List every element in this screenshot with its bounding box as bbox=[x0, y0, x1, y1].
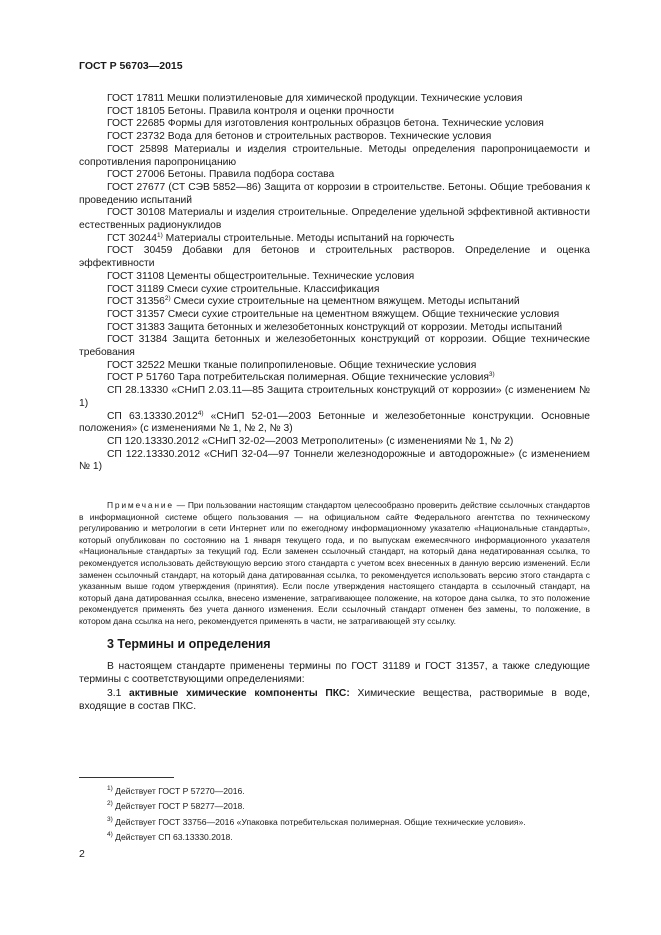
footnote-ref: 2) bbox=[164, 295, 171, 303]
reference-item: ГОСТ 31384 Защита бетонных и железобетонных конструкций от коррозии. Общие технические требования bbox=[79, 334, 590, 359]
footnote-mark: 3) bbox=[107, 815, 113, 823]
footnote-text: Действует ГОСТ Р 57270—2016. bbox=[112, 786, 245, 796]
reference-title: Материалы строительные. Методы испытаний на горючесть bbox=[162, 232, 455, 244]
section-title: 3 Термины и определения bbox=[107, 637, 271, 651]
footnote-mark: 2) bbox=[107, 800, 113, 808]
term-definition bbox=[79, 687, 590, 714]
footnote bbox=[107, 815, 597, 830]
reference-title: «СНиП 52-01—2003 Бетонные и железобетонные конструкции. Основные положения» (с изменениями № 1, № 2, № 3) bbox=[79, 410, 590, 435]
footnote-ref: 1) bbox=[157, 231, 163, 239]
footnote bbox=[107, 830, 597, 845]
footnotes bbox=[107, 784, 597, 846]
normative-references-list bbox=[79, 93, 590, 474]
reference-code: ГОСТ Р 51760 Тара потребительская полимерная. Общие технические условия bbox=[107, 372, 489, 384]
footnote-text: Действует ГОСТ Р 58277—2018. bbox=[112, 801, 245, 812]
reference-item: ГОСТ 23732 Вода для бетонов и строительных растворов. Технические условия bbox=[107, 131, 492, 143]
reference-item bbox=[79, 296, 590, 309]
reference-code: ГОСТ 31356 bbox=[107, 296, 165, 308]
document-header: ГОСТ Р 56703—2015 bbox=[79, 60, 183, 72]
note-lead: Примечание bbox=[107, 500, 174, 510]
reference-item bbox=[79, 411, 590, 436]
reference-item bbox=[79, 372, 590, 385]
reference-item: ГОСТ 27006 Бетоны. Правила подбора состава bbox=[107, 169, 335, 181]
reference-item: СП 28.13330 «СНиП 2.03.11—85 Защита строительных конструкций от коррозии» (с изменением № 1) bbox=[79, 385, 590, 409]
footnote-ref: 3) bbox=[488, 371, 495, 379]
footnote bbox=[107, 799, 597, 814]
note-block bbox=[79, 500, 590, 628]
reference-item: ГОСТ 31108 Цементы общестроительные. Технические условия bbox=[107, 270, 415, 282]
reference-item: ГОСТ 30108 Материалы и изделия строительные. Определение удельной эффективной активности естественных радионуклидов bbox=[79, 207, 590, 232]
reference-item: ГОСТ 32522 Мешки тканые полипропиленовые. Общие технические условия bbox=[107, 359, 477, 371]
section-intro: В настоящем стандарте применены термины по ГОСТ 31189 и ГОСТ 31357, а также следующие термины с соответствующими определениями: bbox=[79, 661, 590, 686]
term-name: активные химические компоненты ПКС: bbox=[129, 687, 350, 699]
reference-item: ГОСТ 25898 Материалы и изделия строительные. Методы определения паропроницаемости и сопротивления паропроницанию bbox=[79, 143, 590, 168]
note-text: — При пользовании настоящим стандартом целесообразно проверить действие ссылочных стандартов в информационной системе общего пользования — на официальном сайте Федерального агентства по техническому регулированию и метрологии в сети Интернет или по ежегодному информационному указателю «Национальные стандарты», который опубликован по состоянию на 1 января текущего года, и по выпускам ежемесячного информационного указателя «Национальные стандарты» за текущий год. Если заменен ссылочный стандарт, на который дана недатированная ссылка, то рекомендуется использовать действующую версию этого стандарта с учетом всех внесенных в данную версию изменений. Если заменен ссылочный стандарт, на который дана датированная ссылка, то рекомендуется использовать версию этого стандарта с указанным выше годом утверждения (принятия). Если после утверждения настоящего стандарта в ссылочный стандарт, на который дана датированная ссылка, внесено изменение, затрагивающее положение, на которое дана сылка, то это положение рекомендуется применять без учета данного изменения. Если ссылочный стандарт отменен без замены, то положение, в котором дана ссылка на него, рекомендуется применять в части, не затрагивающей эту ссылку. bbox=[79, 500, 590, 626]
reference-item: ГОСТ 17811 Мешки полиэтиленовые для химической продукции. Технические условия bbox=[107, 93, 523, 104]
reference-item: ГОСТ 18105 Бетоны. Правила контроля и оценки прочности bbox=[107, 105, 394, 117]
reference-item: СП 120.13330.2012 «СНиП 32-02—2003 Метрополитены» (с изменениями № 1, № 2) bbox=[107, 435, 514, 447]
footnote-mark: 1) bbox=[107, 785, 113, 792]
reference-item: ГОСТ 31189 Смеси сухие строительные. Классификация bbox=[107, 283, 380, 295]
footnote-divider bbox=[79, 777, 174, 778]
note-paragraph bbox=[79, 500, 590, 628]
term-text: Химические вещества, растворимые в воде, входящие в состав ПКС. bbox=[79, 687, 590, 713]
reference-item: СП 122.13330.2012 «СНиП 32-04—97 Тоннели железнодорожные и автодорожные» (с изменением № 1) bbox=[79, 448, 590, 473]
reference-item: ГОСТ 27677 (СТ СЭВ 5852—86) Защита от коррозии в строительстве. Бетоны. Общие требования к проведению испытаний bbox=[79, 181, 590, 206]
reference-code: СП 63.13330.2012 bbox=[107, 410, 198, 422]
reference-title: Смеси сухие строительные на цементном вяжущем. Методы испытаний bbox=[170, 296, 520, 308]
reference-item: ГОСТ 30459 Добавки для бетонов и строительных растворов. Определение и оценка эффективности bbox=[79, 245, 590, 270]
footnote-text: Действует СП 63.13330.2018. bbox=[112, 832, 233, 843]
reference-code: ГСТ 30244 bbox=[107, 232, 157, 244]
reference-item: ГОСТ 31357 Смеси сухие строительные на цементном вяжущем. Общие технические условия bbox=[107, 308, 560, 320]
section-body bbox=[79, 660, 590, 714]
footnote-text: Действует ГОСТ 33756—2016 «Упаковка потребительская полимерная. Общие технические условия». bbox=[112, 816, 526, 827]
footnote bbox=[107, 784, 597, 799]
reference-item: ГОСТ 31383 Защита бетонных и железобетонных конструкций от коррозии. Методы испытаний bbox=[107, 321, 563, 333]
page-number: 2 bbox=[79, 848, 85, 860]
footnote-mark: 4) bbox=[107, 831, 113, 839]
footnote-ref: 4) bbox=[197, 409, 204, 417]
reference-item bbox=[79, 233, 590, 246]
reference-item: ГОСТ 22685 Формы для изготовления контрольных образцов бетона. Технические условия bbox=[107, 118, 544, 130]
term-number: 3.1 bbox=[107, 687, 130, 699]
